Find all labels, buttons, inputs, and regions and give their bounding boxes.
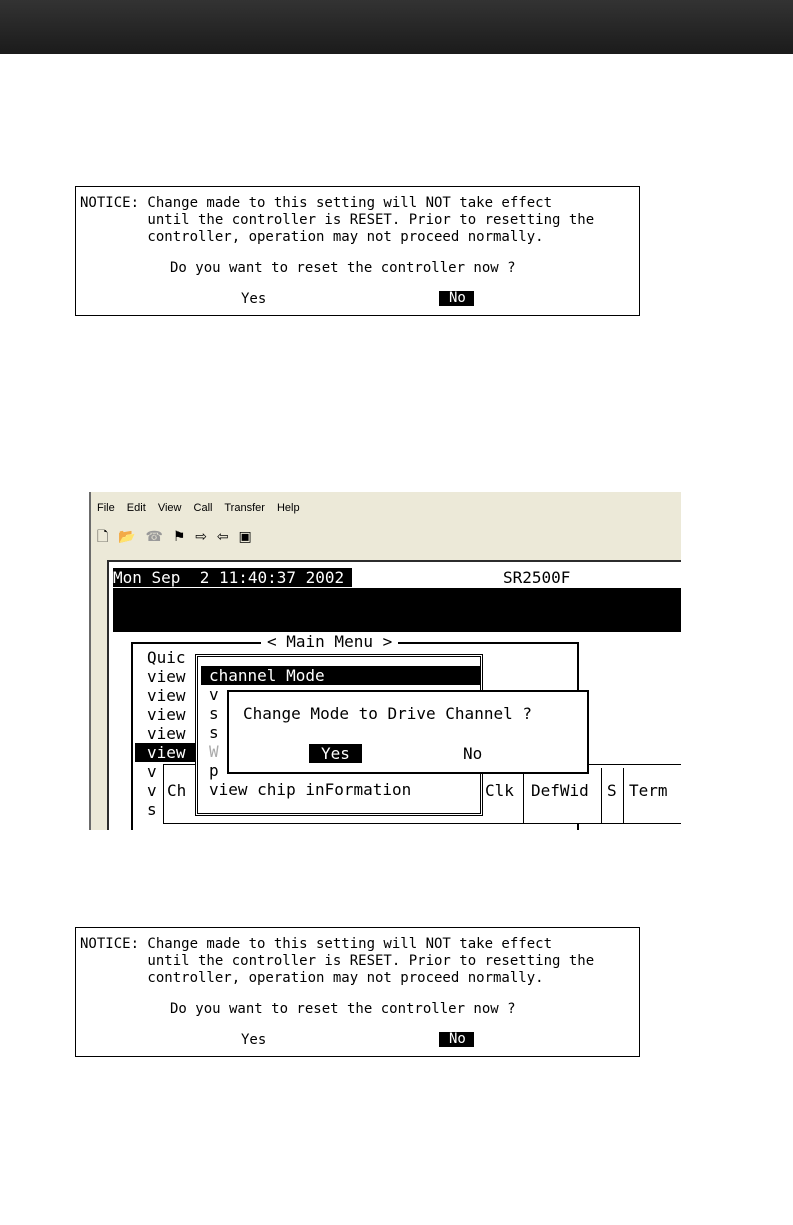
toolbar — [97, 526, 258, 546]
submenu-item[interactable]: v — [209, 685, 219, 704]
dialog-no-button[interactable]: No — [463, 744, 483, 763]
page-header-bar — [0, 0, 793, 54]
no-button[interactable]: No — [439, 291, 474, 306]
dialog-yes-button[interactable]: Yes — [309, 744, 362, 763]
submenu-item[interactable]: s — [209, 704, 219, 723]
table-header-term: Term — [629, 781, 668, 800]
menu-transfer[interactable]: Transfer — [224, 502, 265, 514]
menu-edit[interactable]: Edit — [126, 502, 146, 514]
no-button[interactable]: No — [439, 1032, 474, 1047]
notice-line-1: NOTICE: Change made to this setting will NOT take effect — [80, 195, 553, 211]
menu-view[interactable]: View — [157, 502, 182, 514]
main-menu-item[interactable]: s — [147, 800, 157, 819]
notice-line-3: controller, operation may not proceed normally. — [80, 970, 544, 986]
yes-button[interactable]: Yes — [241, 1032, 267, 1048]
table-header-defwid: DefWid — [531, 781, 589, 800]
notice-line-2: until the controller is RESET. Prior to resetting the — [80, 953, 595, 969]
notice-dialog-top — [75, 186, 640, 316]
menu-bar — [97, 502, 309, 518]
properties-icon[interactable]: ⚑ — [172, 528, 186, 544]
open-icon[interactable]: 📂 — [118, 528, 136, 544]
main-menu-item[interactable]: view — [147, 686, 186, 705]
submenu-item[interactable]: W — [209, 742, 219, 761]
notice-line-2: until the controller is RESET. Prior to resetting the — [80, 212, 595, 228]
table-divider — [623, 768, 624, 824]
disconnect-icon[interactable]: ☎ — [145, 528, 163, 544]
notice-question: Do you want to reset the controller now ? — [170, 260, 516, 276]
table-header-s: S — [607, 781, 617, 800]
settings-icon[interactable]: ▣ — [238, 528, 252, 544]
submenu-item[interactable]: s — [209, 723, 219, 742]
main-menu-item[interactable]: view — [147, 705, 186, 724]
submenu-item-channel-mode[interactable]: channel Mode — [201, 666, 481, 685]
new-icon[interactable]: 🗋 — [97, 528, 109, 544]
terminal-window — [89, 492, 681, 830]
notice-question: Do you want to reset the controller now ? — [170, 1001, 516, 1017]
main-menu-item[interactable]: v — [147, 781, 157, 800]
table-header-clk: Clk — [485, 781, 514, 800]
menu-call[interactable]: Call — [193, 502, 213, 514]
menu-file[interactable]: File — [97, 502, 115, 514]
table-header-ch: Ch — [167, 781, 187, 800]
main-menu-item[interactable]: v — [147, 762, 157, 781]
main-menu-item-selected[interactable]: view — [135, 743, 195, 762]
submenu-item[interactable]: p — [209, 761, 219, 780]
menu-help[interactable]: Help — [276, 502, 300, 514]
yes-button[interactable]: Yes — [241, 291, 267, 307]
main-menu-item[interactable]: view — [147, 724, 186, 743]
main-menu-item[interactable]: Quic — [147, 648, 186, 667]
notice-line-1: NOTICE: Change made to this setting will NOT take effect — [80, 936, 553, 952]
main-menu-title: < Main Menu > — [261, 632, 398, 651]
datetime-display: Mon Sep 2 11:40:37 2002 — [113, 568, 352, 587]
send-icon[interactable]: ⇨ — [195, 528, 208, 544]
table-divider — [523, 768, 524, 824]
receive-icon[interactable]: ⇦ — [216, 528, 229, 544]
status-bar — [113, 588, 681, 632]
main-menu-item[interactable]: view — [147, 667, 186, 686]
dialog-question: Change Mode to Drive Channel ? — [243, 704, 532, 723]
notice-dialog-bottom — [75, 927, 640, 1057]
change-mode-dialog — [227, 690, 589, 774]
table-divider — [601, 768, 602, 824]
model-name: SR2500F — [503, 568, 571, 587]
notice-line-3: controller, operation may not proceed normally. — [80, 229, 544, 245]
submenu-item-chip-info[interactable]: view chip inFormation — [209, 780, 412, 799]
terminal-screen[interactable] — [113, 568, 681, 828]
